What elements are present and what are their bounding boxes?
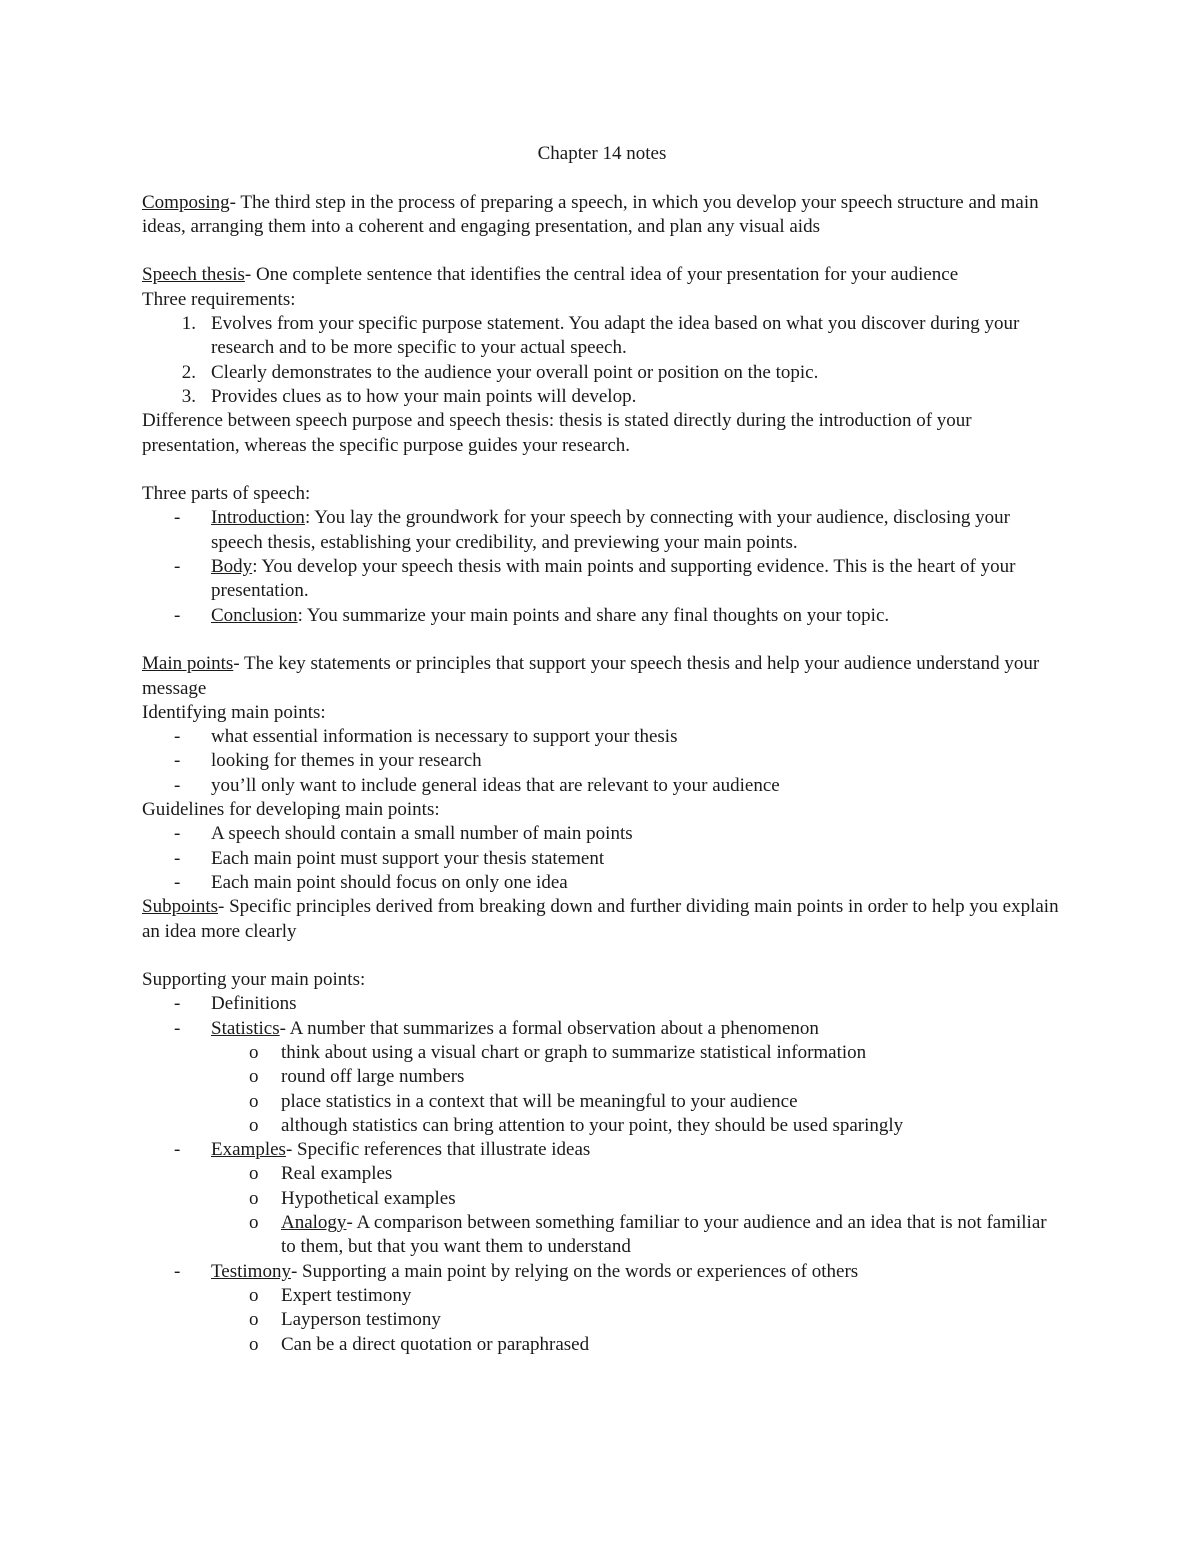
- list-item: - Examples- Specific references that illustrate ideas o Real examples o Hypothetical examples o Analogy- A comparison between something familiar to your audience and an idea that is not familiar to them, but that you want them to understand: [142, 1138, 1062, 1259]
- thesis-text: - One complete sentence that identifies the central idea of your presentation for your audience: [244, 264, 959, 286]
- list-item: o Analogy- A comparison between something familiar to your audience and an idea that is not familiar to them, but that you want them to understand: [249, 1212, 1047, 1258]
- list-item: o Can be a direct quotation or paraphrased: [249, 1333, 590, 1355]
- main-points-term: Main points: [142, 653, 234, 675]
- document-body: [142, 142, 1062, 1357]
- list-item: o round off large numbers: [249, 1066, 465, 1088]
- list-item: - what essential information is necessary to support your thesis: [174, 726, 678, 748]
- composing-term: Composing: [142, 191, 230, 213]
- examples-sublist: [211, 1162, 1062, 1259]
- parts-label: Three parts of speech:: [142, 483, 311, 505]
- list-item: o Real examples: [249, 1163, 393, 1185]
- main-points-definition: Main points- The key statements or principles that support your speech thesis and help your audience understand your message: [142, 653, 1040, 699]
- identifying-list: [142, 725, 1062, 798]
- subpoints-definition: Subpoints- Specific principles derived from breaking down and further dividing main points in order to help you explain an idea more clearly: [142, 896, 1059, 942]
- composing-definition: [142, 191, 1062, 240]
- list-item: - Testimony- Supporting a main point by relying on the words or experiences of others o Expert testimony o Layperson testimony o Can be a direct quotation or paraphrased: [142, 1260, 1062, 1357]
- guidelines-list: [142, 822, 1062, 895]
- testimony-sublist: [211, 1284, 1062, 1357]
- guidelines-label: Guidelines for developing main points:: [142, 799, 440, 821]
- list-item: o think about using a visual chart or graph to summarize statistical information: [249, 1041, 867, 1063]
- requirements-list: [142, 312, 1062, 409]
- list-item: - Each main point must support your thesis statement: [174, 847, 605, 869]
- requirements-label: Three requirements:: [142, 288, 296, 310]
- list-item: - looking for themes in your research: [174, 750, 482, 772]
- list-item: o Expert testimony: [249, 1284, 412, 1306]
- composing-text: - The third step in the process of preparing a speech, in which you develop your speech structure and main ideas, arranging them into a coherent and engaging presentation, and plan any visual aids: [142, 191, 1039, 237]
- list-item: - Each main point should focus on only one idea: [174, 871, 568, 893]
- parts-list: [142, 506, 1062, 627]
- list-item: o although statistics can bring attention to your point, they should be used sparingly: [249, 1114, 904, 1136]
- thesis-term: Speech thesis: [142, 264, 245, 286]
- supporting-list: [142, 992, 1062, 1356]
- list-item: o Hypothetical examples: [249, 1187, 456, 1209]
- list-item: - Definitions: [174, 993, 297, 1015]
- list-item: 3. Provides clues as to how your main points will develop.: [181, 385, 637, 407]
- list-item: - A speech should contain a small number of main points: [174, 823, 633, 845]
- list-item: - Body: You develop your speech thesis with main points and supporting evidence. This is the heart of your presentation.: [174, 556, 1016, 602]
- thesis-definition: [142, 263, 1062, 287]
- list-item: 2. Clearly demonstrates to the audience your overall point or position on the topic.: [181, 361, 819, 383]
- list-item: - Conclusion: You summarize your main points and share any final thoughts on your topic.: [174, 604, 890, 626]
- thesis-difference: Difference between speech purpose and speech thesis: thesis is stated directly during the introduction of your presentation, whereas the specific purpose guides your research.: [142, 410, 972, 456]
- page-title: Chapter 14 notes: [537, 143, 667, 164]
- identifying-label: Identifying main points:: [142, 701, 326, 723]
- list-item: - Statistics- A number that summarizes a formal observation about a phenomenon o think about using a visual chart or graph to summarize statistical information o round off large numbers o place statistics in a context that will be meaningful to your audience o although statistics can bring attention to your point, they should be used sparingly: [142, 1017, 1062, 1138]
- statistics-sublist: [211, 1041, 1062, 1138]
- list-item: 1. Evolves from your specific purpose statement. You adapt the idea based on what you discover during your research and to be more specific to your actual speech.: [181, 313, 1020, 359]
- list-item: - Introduction: You lay the groundwork for your speech by connecting with your audience, disclosing your speech thesis, establishing your credibility, and previewing your main points.: [174, 507, 1010, 553]
- list-item: o place statistics in a context that will be meaningful to your audience: [249, 1090, 798, 1112]
- list-item: - you’ll only want to include general ideas that are relevant to your audience: [174, 774, 780, 796]
- list-item: o Layperson testimony: [249, 1309, 441, 1331]
- supporting-label: Supporting your main points:: [142, 969, 366, 991]
